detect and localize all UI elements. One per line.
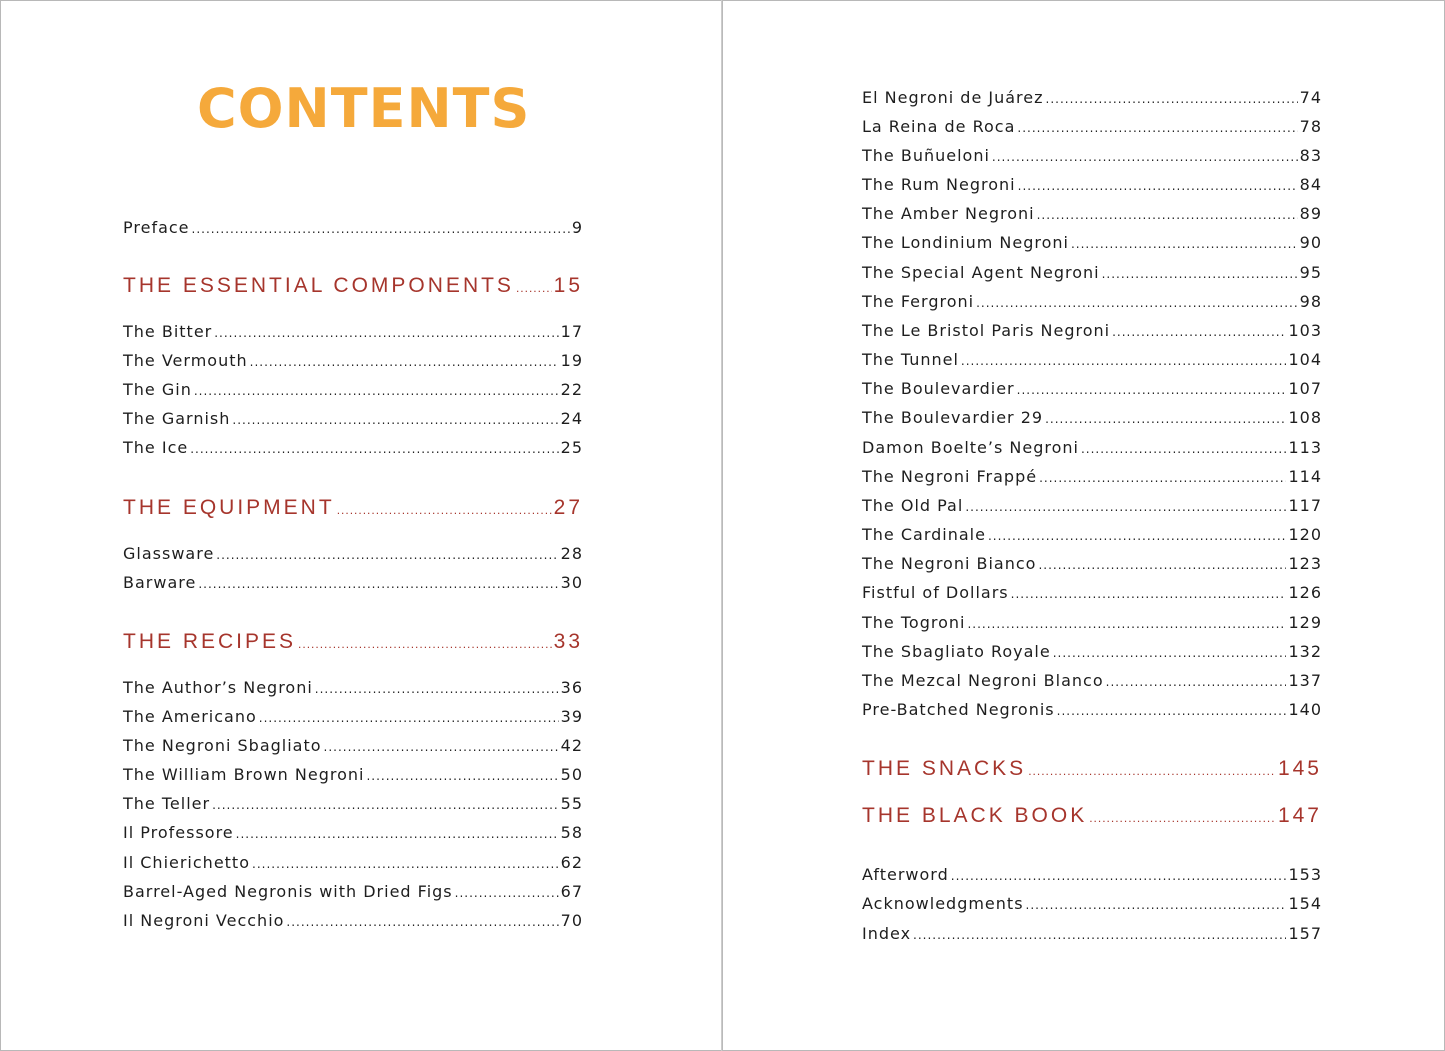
toc-entry[interactable]: [123, 349, 583, 373]
toc-entry[interactable]: [862, 669, 1322, 693]
entry-label: The Special Agent Negroni: [862, 263, 1100, 282]
entry-page: 154: [1288, 894, 1322, 913]
dot-leader: [516, 274, 552, 302]
entry-label: The Negroni Bianco: [862, 554, 1037, 573]
dot-leader: [1089, 804, 1276, 832]
dot-leader: [1018, 174, 1298, 198]
dot-leader: [1039, 466, 1286, 490]
toc-entry[interactable]: [862, 290, 1322, 314]
entry-page: 140: [1288, 700, 1322, 719]
toc-left-column: [123, 0, 583, 1051]
section-page: 145: [1277, 757, 1322, 780]
entry-label: The Le Bristol Paris Negroni: [862, 321, 1111, 340]
entry-page: 36: [560, 678, 583, 697]
section-page: 33: [553, 630, 583, 653]
section-label: THE EQUIPMENT: [123, 496, 335, 519]
entry-label: The Londinium Negroni: [862, 233, 1069, 252]
toc-entry[interactable]: [862, 494, 1322, 518]
toc-entry[interactable]: [123, 705, 583, 729]
dot-leader: [1017, 116, 1297, 140]
entry-label: The Teller: [123, 794, 211, 813]
entry-page: 67: [560, 882, 583, 901]
toc-entry[interactable]: [123, 407, 583, 431]
entry-page: 19: [560, 351, 583, 370]
toc-entry-index[interactable]: [862, 922, 1322, 946]
dot-leader: [252, 852, 559, 876]
section-label: THE BLACK BOOK: [862, 804, 1088, 827]
entry-label: Preface: [123, 218, 190, 237]
dot-leader: [1038, 553, 1286, 577]
dot-leader: [951, 864, 1287, 888]
section-label: THE SNACKS: [862, 757, 1027, 780]
entry-label: Pre-Batched Negronis: [862, 700, 1055, 719]
dot-leader: [286, 910, 558, 934]
toc-entry[interactable]: [123, 763, 583, 787]
entry-label: Acknowledgments: [862, 894, 1024, 913]
toc-entry[interactable]: [862, 348, 1322, 372]
entry-page: 62: [560, 853, 583, 872]
entry-label: The Old Pal: [862, 496, 964, 515]
dot-leader: [315, 677, 559, 701]
toc-entry-preface[interactable]: [123, 216, 583, 240]
dot-leader: [1045, 407, 1286, 431]
entry-label: The Bitter: [123, 322, 213, 341]
dot-leader: [192, 217, 570, 241]
section-page: 27: [553, 496, 583, 519]
section-page: 15: [553, 274, 583, 297]
entry-label: The Tunnel: [862, 350, 959, 369]
entry-page: 39: [560, 707, 583, 726]
toc-entry[interactable]: [123, 880, 583, 904]
entry-page: 117: [1288, 496, 1322, 515]
toc-entry[interactable]: [862, 261, 1322, 285]
dot-leader: [1046, 87, 1298, 111]
entry-page: 104: [1288, 350, 1322, 369]
dot-leader: [976, 291, 1298, 315]
toc-entry[interactable]: [123, 436, 583, 460]
entry-label: The Negroni Frappé: [862, 467, 1038, 486]
entry-label: The Mezcal Negroni Blanco: [862, 671, 1104, 690]
entry-label: Il Negroni Vecchio: [123, 911, 285, 930]
toc-entry[interactable]: [123, 676, 583, 700]
entry-page: 84: [1299, 175, 1322, 194]
contents-title: CONTENTS: [197, 77, 531, 140]
dot-leader: [992, 145, 1298, 169]
dot-leader: [259, 706, 559, 730]
entry-page: 50: [560, 765, 583, 784]
entry-page: 22: [560, 380, 583, 399]
entry-page: 137: [1288, 671, 1322, 690]
entry-label: The Buñueloni: [862, 146, 990, 165]
dot-leader: [1071, 232, 1298, 256]
dot-leader: [1053, 641, 1287, 665]
dot-leader: [1112, 320, 1286, 344]
toc-entry[interactable]: [123, 851, 583, 875]
dot-leader: [1102, 262, 1298, 286]
toc-entry[interactable]: [862, 319, 1322, 343]
toc-entry[interactable]: [862, 523, 1322, 547]
toc-entry[interactable]: [862, 406, 1322, 430]
entry-label: The Americano: [123, 707, 257, 726]
entry-page: 9: [571, 218, 583, 237]
dot-leader: [216, 543, 558, 567]
toc-entry[interactable]: [862, 202, 1322, 226]
toc-entry[interactable]: [123, 821, 583, 845]
dot-leader: [1017, 378, 1287, 402]
toc-section-recipes[interactable]: [123, 628, 583, 656]
toc-entry[interactable]: [862, 115, 1322, 139]
toc-entry[interactable]: [123, 734, 583, 758]
dot-leader: [1026, 893, 1287, 917]
toc-entry[interactable]: [123, 320, 583, 344]
dot-leader: [194, 379, 559, 403]
entry-label: The Sbagliato Royale: [862, 642, 1051, 661]
entry-label: El Negroni de Juárez: [862, 88, 1044, 107]
dot-leader: [1028, 757, 1276, 785]
toc-entry-afterword[interactable]: [862, 863, 1322, 887]
dot-leader: [250, 350, 559, 374]
entry-page: 123: [1288, 554, 1322, 573]
entry-page: 108: [1288, 408, 1322, 427]
entry-page: 78: [1299, 117, 1322, 136]
entry-label: Damon Boelte’s Negroni: [862, 438, 1079, 457]
entry-label: The Cardinale: [862, 525, 986, 544]
dot-leader: [1037, 203, 1298, 227]
toc-section-black-book[interactable]: [862, 802, 1322, 830]
entry-page: 25: [560, 438, 583, 457]
toc-entry[interactable]: [123, 542, 583, 566]
entry-label: Index: [862, 924, 912, 943]
entry-page: 107: [1288, 379, 1322, 398]
toc-entry[interactable]: [862, 436, 1322, 460]
toc-entry[interactable]: [862, 552, 1322, 576]
entry-page: 157: [1288, 924, 1322, 943]
entry-label: The Togroni: [862, 613, 966, 632]
dot-leader: [913, 923, 1286, 947]
entry-page: 90: [1299, 233, 1322, 252]
entry-page: 89: [1299, 204, 1322, 223]
entry-label: The William Brown Negroni: [123, 765, 365, 784]
toc-entry[interactable]: [862, 640, 1322, 664]
dot-leader: [337, 496, 552, 524]
entry-label: Il Professore: [123, 823, 234, 842]
dot-leader: [324, 735, 559, 759]
entry-page: 120: [1288, 525, 1322, 544]
entry-page: 95: [1299, 263, 1322, 282]
entry-label: The Author’s Negroni: [123, 678, 313, 697]
entry-page: 129: [1288, 613, 1322, 632]
section-page: 147: [1277, 804, 1322, 827]
toc-entry[interactable]: [862, 231, 1322, 255]
toc-entry[interactable]: [862, 377, 1322, 401]
entry-label: The Vermouth: [123, 351, 248, 370]
toc-section-equipment[interactable]: [123, 494, 583, 522]
entry-label: Fistful of Dollars: [862, 583, 1009, 602]
toc-entry[interactable]: [123, 792, 583, 816]
dot-leader: [236, 822, 559, 846]
toc-entry[interactable]: [862, 611, 1322, 635]
entry-page: 98: [1299, 292, 1322, 311]
dot-leader: [1081, 437, 1286, 461]
entry-label: The Rum Negroni: [862, 175, 1016, 194]
entry-page: 114: [1288, 467, 1322, 486]
entry-page: 70: [560, 911, 583, 930]
dot-leader: [967, 612, 1286, 636]
entry-label: The Boulevardier 29: [862, 408, 1044, 427]
entry-page: 153: [1288, 865, 1322, 884]
entry-label: The Boulevardier: [862, 379, 1015, 398]
toc-section-essential-components[interactable]: [123, 272, 583, 300]
toc-entry[interactable]: [862, 465, 1322, 489]
dot-leader: [988, 524, 1287, 548]
section-label: THE ESSENTIAL COMPONENTS: [123, 274, 514, 297]
entry-page: 126: [1288, 583, 1322, 602]
dot-leader: [1011, 582, 1287, 606]
dot-leader: [212, 793, 559, 817]
entry-label: The Ice: [123, 438, 189, 457]
entry-label: Barrel-Aged Negronis with Dried Figs: [123, 882, 453, 901]
section-label: THE RECIPES: [123, 630, 297, 653]
entry-page: 30: [560, 573, 583, 592]
entry-page: 24: [560, 409, 583, 428]
toc-entry[interactable]: [123, 909, 583, 933]
entry-page: 58: [560, 823, 583, 842]
dot-leader: [232, 408, 558, 432]
dot-leader: [961, 349, 1287, 373]
entry-label: Barware: [123, 573, 197, 592]
dot-leader: [1057, 699, 1287, 723]
entry-label: The Amber Negroni: [862, 204, 1035, 223]
page-gutter: [721, 0, 723, 1051]
dot-leader: [1106, 670, 1287, 694]
entry-label: The Negroni Sbagliato: [123, 736, 322, 755]
toc-entry[interactable]: [862, 698, 1322, 722]
entry-label: Glassware: [123, 544, 215, 563]
toc-entry[interactable]: [862, 86, 1322, 110]
toc-entry-acknowledgments[interactable]: [862, 892, 1322, 916]
entry-label: Il Chierichetto: [123, 853, 250, 872]
dot-leader: [190, 437, 558, 461]
entry-label: The Fergroni: [862, 292, 975, 311]
dot-leader: [455, 881, 559, 905]
entry-page: 132: [1288, 642, 1322, 661]
entry-label: The Gin: [123, 380, 192, 399]
entry-page: 55: [560, 794, 583, 813]
entry-page: 74: [1299, 88, 1322, 107]
dot-leader: [298, 630, 552, 658]
toc-right-column: [862, 0, 1322, 1051]
entry-label: Afterword: [862, 865, 949, 884]
dot-leader: [965, 495, 1286, 519]
toc-section-snacks[interactable]: [862, 755, 1322, 783]
entry-page: 42: [560, 736, 583, 755]
entry-page: 28: [560, 544, 583, 563]
toc-entry[interactable]: [123, 378, 583, 402]
entry-page: 17: [560, 322, 583, 341]
entry-page: 83: [1299, 146, 1322, 165]
toc-entry[interactable]: [862, 144, 1322, 168]
entry-label: La Reina de Roca: [862, 117, 1016, 136]
entry-page: 103: [1288, 321, 1322, 340]
entry-label: The Garnish: [123, 409, 231, 428]
entry-page: 113: [1288, 438, 1322, 457]
dot-leader: [198, 572, 558, 596]
dot-leader: [366, 764, 558, 788]
dot-leader: [214, 321, 558, 345]
toc-entry[interactable]: [862, 173, 1322, 197]
toc-entry[interactable]: [123, 571, 583, 595]
toc-entry[interactable]: [862, 581, 1322, 605]
